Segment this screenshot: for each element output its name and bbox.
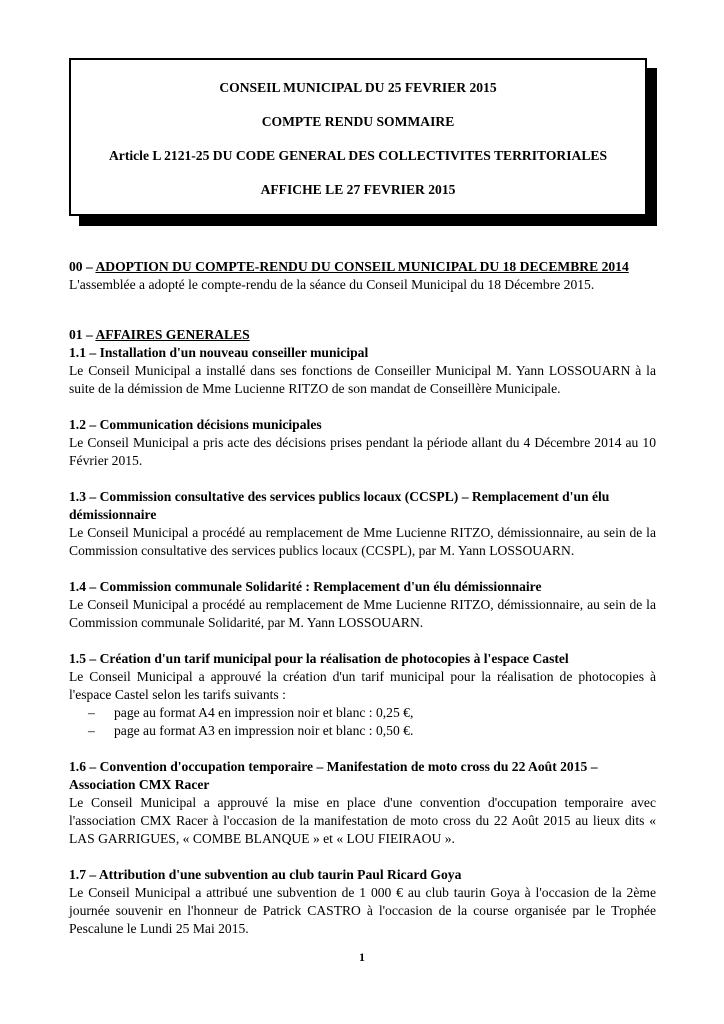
item-1-6-body: Le Conseil Municipal a approuvé la mise en place d'une convention d'occupation temporaire avec l'association CMX Racer à l'occasion de la manifestation de moto cross du 22 Août 2015 au lieux dits « LAS GARRIGUES, « COMBE BLANQUE » et « LOU FIEIRAOU ». xyxy=(69,795,656,846)
section-01 xyxy=(69,326,656,938)
section-00-body: L'assemblée a adopté le compte-rendu de la séance du Conseil Municipal du 18 Décembre 2015. xyxy=(69,277,595,292)
section-00-number: 00 – xyxy=(69,259,96,274)
item-1-4 xyxy=(69,578,656,632)
report-type: COMPTE RENDU SOMMAIRE xyxy=(261,114,455,129)
item-1-4-title: 1.4 – Commission communale Solidarité : Remplacement d'un élu démissionnaire xyxy=(69,579,542,594)
item-1-6-title: 1.6 – Convention d'occupation temporaire – Manifestation de moto cross du 22 Août 2015 – Association CMX Racer xyxy=(69,759,598,792)
section-00-title: ADOPTION DU COMPTE-RENDU DU CONSEIL MUNICIPAL DU 18 DECEMBRE 2014 xyxy=(95,259,629,274)
item-1-5-title: 1.5 – Création d'un tarif municipal pour la réalisation de photocopies à l'espace Castel xyxy=(69,651,569,666)
tariff-a4: page au format A4 en impression noir et blanc : 0,25 €, xyxy=(114,705,414,720)
tariff-a3: page au format A3 en impression noir et blanc : 0,50 €. xyxy=(114,723,414,738)
tariff-list xyxy=(69,704,656,740)
bullet-dash: – xyxy=(88,723,95,738)
item-1-5 xyxy=(69,650,656,740)
list-item xyxy=(88,722,656,740)
section-01-title: AFFAIRES GENERALES xyxy=(95,327,250,342)
header-box xyxy=(69,58,647,216)
item-1-2-title: 1.2 – Communication décisions municipales xyxy=(69,417,322,432)
document-body xyxy=(69,258,656,956)
section-01-heading xyxy=(69,326,656,344)
list-item xyxy=(88,704,656,722)
item-1-3-body: Le Conseil Municipal a procédé au remplacement de Mme Lucienne RITZO, démissionnaire, au sein de la Commission consultative des services publics locaux (CCSPL), par M. Yann LOSSOUARN. xyxy=(69,525,656,558)
item-1-5-body: Le Conseil Municipal a approuvé la création d'un tarif municipal pour la réalisation de photocopies à l'espace Castel selon les tarifs suivants : xyxy=(69,669,656,702)
item-1-2-body: Le Conseil Municipal a pris acte des décisions prises pendant la période allant du 4 Décembre 2014 au 10 Février 2015. xyxy=(69,435,656,468)
section-00-heading xyxy=(69,258,656,276)
item-1-3 xyxy=(69,488,656,560)
posting-date: AFFICHE LE 27 FEVRIER 2015 xyxy=(260,182,456,197)
item-1-7-body: Le Conseil Municipal a attribué une subvention de 1 000 € au club taurin Goya à l'occasion de la 2ème journée souvenir en l'honneur de Patrick CASTRO à l'occasion de la course organisée par le Trophée Pescalune le Lundi 25 Mai 2015. xyxy=(69,885,656,936)
item-1-4-body: Le Conseil Municipal a procédé au remplacement de Mme Lucienne RITZO, démissionnaire, au sein de la Commission communale Solidarité, par M. Yann LOSSOUARN. xyxy=(69,597,656,630)
page-number: 1 xyxy=(359,950,365,964)
section-01-number: 01 – xyxy=(69,327,96,342)
item-1-1-title: 1.1 – Installation d'un nouveau conseiller municipal xyxy=(69,345,369,360)
legal-reference: Article L 2121-25 DU CODE GENERAL DES COLLECTIVITES TERRITORIALES xyxy=(108,148,608,163)
bullet-dash: – xyxy=(88,705,95,720)
meeting-title: CONSEIL MUNICIPAL DU 25 FEVRIER 2015 xyxy=(219,80,497,95)
section-00 xyxy=(69,258,656,294)
item-1-3-title: 1.3 – Commission consultative des services publics locaux (CCSPL) – Remplacement d'un élu démissionnaire xyxy=(69,489,610,522)
item-1-1-body: Le Conseil Municipal a installé dans ses fonctions de Conseiller Municipal M. Yann LOSSOUARN à la suite de la démission de Mme Lucienne RITZO de son mandat de Conseillère Municipale. xyxy=(69,363,656,396)
item-1-7-title: 1.7 – Attribution d'une subvention au club taurin Paul Ricard Goya xyxy=(69,867,462,882)
item-1-2 xyxy=(69,416,656,470)
item-1-1 xyxy=(69,344,656,398)
item-1-7 xyxy=(69,866,656,938)
item-1-6 xyxy=(69,758,656,848)
